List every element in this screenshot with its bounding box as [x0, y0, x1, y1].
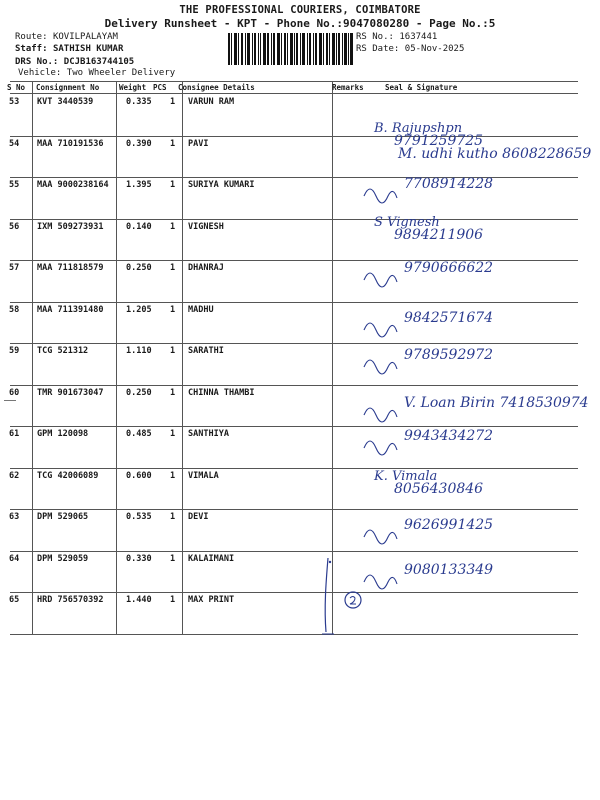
signature-flourish — [364, 273, 397, 287]
handwritten-signature — [360, 174, 590, 216]
row-weight: 1.110 — [126, 346, 152, 356]
row-rule — [10, 634, 578, 635]
row-rule — [10, 509, 578, 510]
stray-mark — [4, 400, 16, 401]
row-pcs: 1 — [170, 387, 176, 398]
drs-label: DRS No.: — [15, 57, 59, 67]
handwritten-signature — [360, 118, 590, 160]
signature-flourish — [364, 408, 397, 422]
signature-text: 9626991425 — [404, 517, 494, 533]
row-pcs: 1 — [170, 470, 176, 481]
col-header-seal: Seal & Signature — [385, 83, 458, 92]
row-rule — [10, 302, 578, 303]
col-header-sno: S No — [7, 83, 26, 92]
rs-date-label: RS Date: — [356, 44, 400, 54]
route-label: Route: — [15, 32, 48, 42]
signature-ink — [360, 345, 590, 387]
signature-flourish — [364, 189, 397, 203]
row-consignment-no: IXM 509273931 — [37, 221, 104, 232]
drs-value: DCJB163744105 — [63, 57, 135, 67]
route-value: KOVILPALAYAM — [52, 32, 118, 42]
row-consignee: DHANRAJ — [188, 263, 224, 273]
row-sno: 59 — [9, 346, 20, 356]
row-weight: 1.395 — [126, 180, 152, 190]
row-sno: 56 — [9, 221, 20, 232]
signature-text: B. Rajupshpn — [374, 121, 463, 136]
rs-no-label: RS No.: — [356, 32, 394, 42]
barcode — [228, 33, 353, 65]
row-consignment-no: MAA 9000238164 — [37, 180, 109, 190]
row-pcs: 1 — [170, 221, 176, 232]
row-consignment-no: DPM 529065 — [37, 512, 89, 522]
handwritten-signature — [360, 560, 590, 602]
rs-no-value: 1637441 — [399, 32, 438, 42]
row-consignment-no: MAA 710191536 — [37, 138, 104, 149]
row-sno: 55 — [9, 180, 20, 190]
row-consignment-no: MAA 711391480 — [37, 304, 104, 315]
row-sno: 54 — [9, 138, 20, 149]
row-sno: 53 — [9, 97, 20, 107]
signature-flourish — [364, 323, 397, 337]
row-pcs: 1 — [170, 138, 176, 149]
signature-ink — [360, 258, 590, 300]
handwritten-signature — [360, 426, 590, 468]
col-header-weight: Weight — [119, 83, 147, 92]
signature-text: 8056430846 — [394, 481, 484, 497]
row-consignment-no: MAA 711818579 — [37, 263, 104, 273]
signature-ink — [360, 515, 590, 557]
row-consignee: KALAIMANI — [188, 553, 235, 564]
row-pcs: 1 — [170, 304, 176, 315]
signature-text: 9943434272 — [404, 428, 494, 444]
row-consignment-no: TCG 521312 — [37, 346, 89, 356]
row-consignee: SURIYA KUMARI — [188, 180, 255, 190]
row-pcs: 1 — [170, 429, 176, 439]
row-consignment-no: KVT 3440539 — [37, 97, 94, 107]
row-consignee: VIMALA — [188, 470, 219, 481]
row-weight: 0.390 — [126, 138, 152, 149]
row-consignee: VIGNESH — [188, 221, 224, 232]
row-sno: 62 — [9, 470, 20, 481]
table-top-rule — [10, 81, 578, 82]
row-sno: 65 — [9, 595, 20, 605]
row-sno: 64 — [9, 553, 20, 564]
row-weight: 0.335 — [126, 97, 152, 107]
row-pcs: 1 — [170, 512, 176, 522]
rs-no-line — [356, 32, 437, 42]
staff-label: Staff: — [15, 44, 48, 54]
row-consignment-no: GPM 120098 — [37, 429, 89, 439]
row-consignment-no: TCG 42006089 — [37, 470, 99, 481]
signature-ink — [360, 174, 590, 216]
row-sno: 61 — [9, 429, 20, 439]
signature-flourish — [364, 360, 397, 374]
row-weight: 0.250 — [126, 387, 152, 398]
handwritten-signature — [360, 345, 590, 387]
row-pcs: 1 — [170, 263, 176, 273]
signature-flourish — [364, 441, 397, 455]
signature-ink — [360, 560, 590, 602]
row-sno: 63 — [9, 512, 20, 522]
signature-text: V. Loan Birin 7418530974 — [404, 395, 589, 411]
row-consignee: VARUN RAM — [188, 97, 235, 107]
row-consignment-no: TMR 901673047 — [37, 387, 104, 398]
company-title: THE PROFESSIONAL COURIERS, COIMBATORE — [179, 4, 421, 16]
row-weight: 1.205 — [126, 304, 152, 315]
signature-ink — [360, 308, 590, 350]
remarks-scribble — [320, 552, 380, 637]
row-weight: 1.440 — [126, 595, 152, 605]
signature-ink — [360, 426, 590, 468]
signature-text: K. Vimala — [374, 469, 438, 484]
signature-text: 9790666622 — [404, 260, 494, 276]
rs-date-line — [356, 44, 464, 54]
signature-text: S Vignesh — [374, 215, 440, 230]
row-pcs: 1 — [170, 346, 176, 356]
row-pcs: 1 — [170, 553, 176, 564]
signature-text: 9789592972 — [404, 347, 494, 363]
signature-text: 9842571674 — [404, 310, 494, 326]
table-header-rule — [10, 93, 578, 94]
drs-line — [15, 57, 134, 67]
signature-flourish — [364, 530, 397, 544]
row-sno: 60 — [9, 387, 20, 398]
signature-text: 7708914228 — [404, 176, 494, 192]
row-consignee: SANTHIYA — [188, 429, 229, 439]
row-consignee: MADHU — [188, 304, 214, 315]
route-line — [15, 32, 118, 42]
row-consignee: PAVI — [188, 138, 209, 149]
row-weight: 0.535 — [126, 512, 152, 522]
row-weight: 0.330 — [126, 553, 152, 564]
signature-ink — [360, 212, 590, 254]
col-header-pcs: PCS — [153, 83, 167, 92]
signature-text: 9080133349 — [404, 562, 494, 578]
signature-text: 9791259725 — [394, 133, 484, 149]
handwritten-signature — [360, 258, 590, 300]
staff-line — [15, 44, 123, 54]
col-header-consignment: Consignment No — [36, 83, 100, 92]
handwritten-signature — [360, 212, 590, 254]
handwritten-signature — [360, 466, 590, 508]
row-pcs: 1 — [170, 97, 176, 107]
row-consignee: CHINNA THAMBI — [188, 387, 255, 398]
row-consignment-no: DPM 529059 — [37, 553, 89, 564]
row-sno: 57 — [9, 263, 20, 273]
row-consignee: DEVI — [188, 512, 209, 522]
row-weight: 0.250 — [126, 263, 152, 273]
handwritten-signature — [360, 308, 590, 350]
row-pcs: 1 — [170, 180, 176, 190]
row-weight: 0.140 — [126, 221, 152, 232]
signature-ink — [360, 118, 590, 160]
vehicle-label: Vehicle: — [18, 68, 62, 78]
row-weight: 0.600 — [126, 470, 152, 481]
staff-value: SATHISH KUMAR — [52, 44, 124, 54]
signature-ink — [360, 466, 590, 508]
row-weight: 0.485 — [126, 429, 152, 439]
handwritten-signature — [360, 515, 590, 557]
col-header-remarks: Remarks — [332, 83, 364, 92]
signature-text: M. udhi kutho 8608228659 — [398, 146, 592, 162]
row-consignee: MAX PRINT — [188, 595, 235, 605]
row-sno: 58 — [9, 304, 20, 315]
vehicle-line — [18, 68, 175, 78]
row-consignee: SARATHI — [188, 346, 224, 356]
rs-date-value: 05-Nov-2025 — [404, 44, 465, 54]
row-pcs: 1 — [170, 595, 176, 605]
row-consignment-no: HRD 756570392 — [37, 595, 104, 605]
runsheet-subtitle: Delivery Runsheet - KPT - Phone No.:9047080280 - Page No.:5 — [104, 17, 496, 30]
signature-text: 9894211906 — [394, 227, 484, 243]
col-header-consignee: Consignee Details — [178, 83, 255, 92]
vehicle-value: Two Wheeler Delivery — [66, 68, 176, 78]
